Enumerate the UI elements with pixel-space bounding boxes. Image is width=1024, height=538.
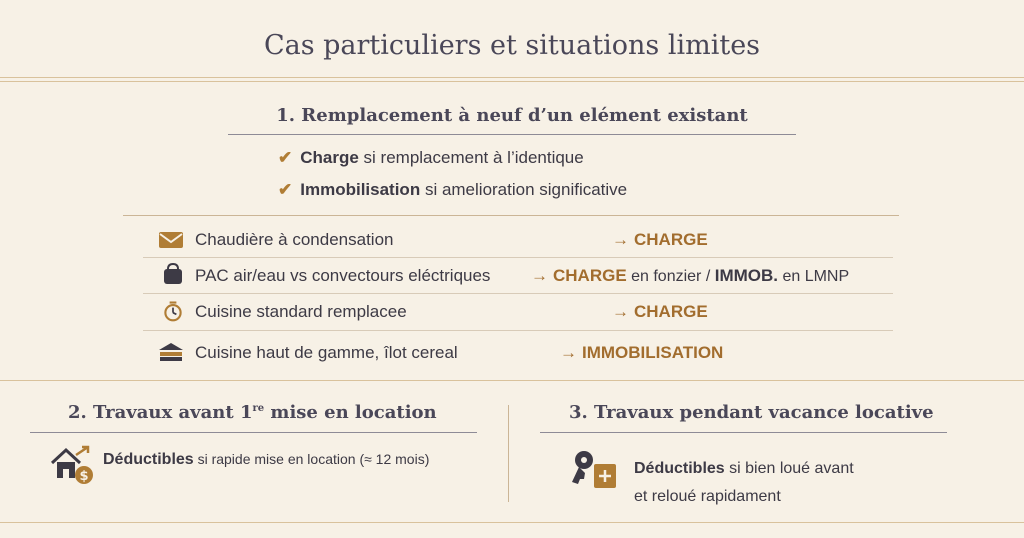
bottom-divider <box>0 522 1024 523</box>
section1-heading: 1. Remplacement à neuf d’un elément existant <box>276 105 748 126</box>
key-document-icon <box>570 448 622 490</box>
boiler-icon <box>158 228 184 250</box>
row-divider <box>143 293 893 294</box>
house-money-icon <box>48 445 96 485</box>
section-divider <box>0 380 1024 381</box>
heat-pump-icon <box>160 263 186 285</box>
section1-heading-underline <box>228 134 796 135</box>
row-divider <box>143 257 893 258</box>
section3-text-line1: Déductibles si bien loué avant <box>634 460 854 477</box>
bullet-charge: ✔ Charge si remplacement à l’identique <box>278 148 584 167</box>
checkmark-icon: ✔ <box>278 148 293 167</box>
row-divider <box>143 330 893 331</box>
row-result-chaudiere: → CHARGE <box>612 230 708 249</box>
row-label-chaudiere: Chaudière à condensation <box>195 230 394 249</box>
title-divider-top <box>0 77 1024 78</box>
section3-text-line2: et reloué rapidament <box>634 488 781 505</box>
section3-heading-underline <box>540 432 947 433</box>
table-top-divider <box>123 215 899 216</box>
row-label-cuisine-standard: Cuisine standard remplacee <box>195 302 407 321</box>
timer-icon <box>160 300 186 322</box>
bullet-immobilisation: ✔ Immobilisation si amelioration significative <box>278 180 628 199</box>
row-label-pac: PAC air/eau vs convectours eléctriques <box>195 266 491 285</box>
section2-text: Déductibles si rapide mise en location (≈ 12 mois) <box>103 451 430 468</box>
row-result-pac: → CHARGE en fonzier / IMMOB. en LMNP <box>531 266 850 285</box>
page-title: Cas particuliers et situations limites <box>263 30 761 61</box>
column-divider <box>508 405 509 502</box>
section3-heading: 3. Travaux pendant vacance locative <box>569 402 934 423</box>
kitchen-counter-icon <box>158 341 184 363</box>
checkmark-icon: ✔ <box>278 180 293 199</box>
row-label-cuisine-haut-de-gamme: Cuisine haut de gamme, îlot cereal <box>195 343 458 362</box>
title-divider-bottom <box>0 81 1024 82</box>
section2-heading-underline <box>30 432 477 433</box>
row-result-cuisine-haut-de-gamme: → IMMOBILISATION <box>560 343 724 362</box>
section2-heading: 2. Travaux avant 1re mise en location <box>68 402 437 423</box>
row-result-cuisine-standard: → CHARGE <box>612 302 708 321</box>
svg-text:$: $ <box>79 469 89 484</box>
